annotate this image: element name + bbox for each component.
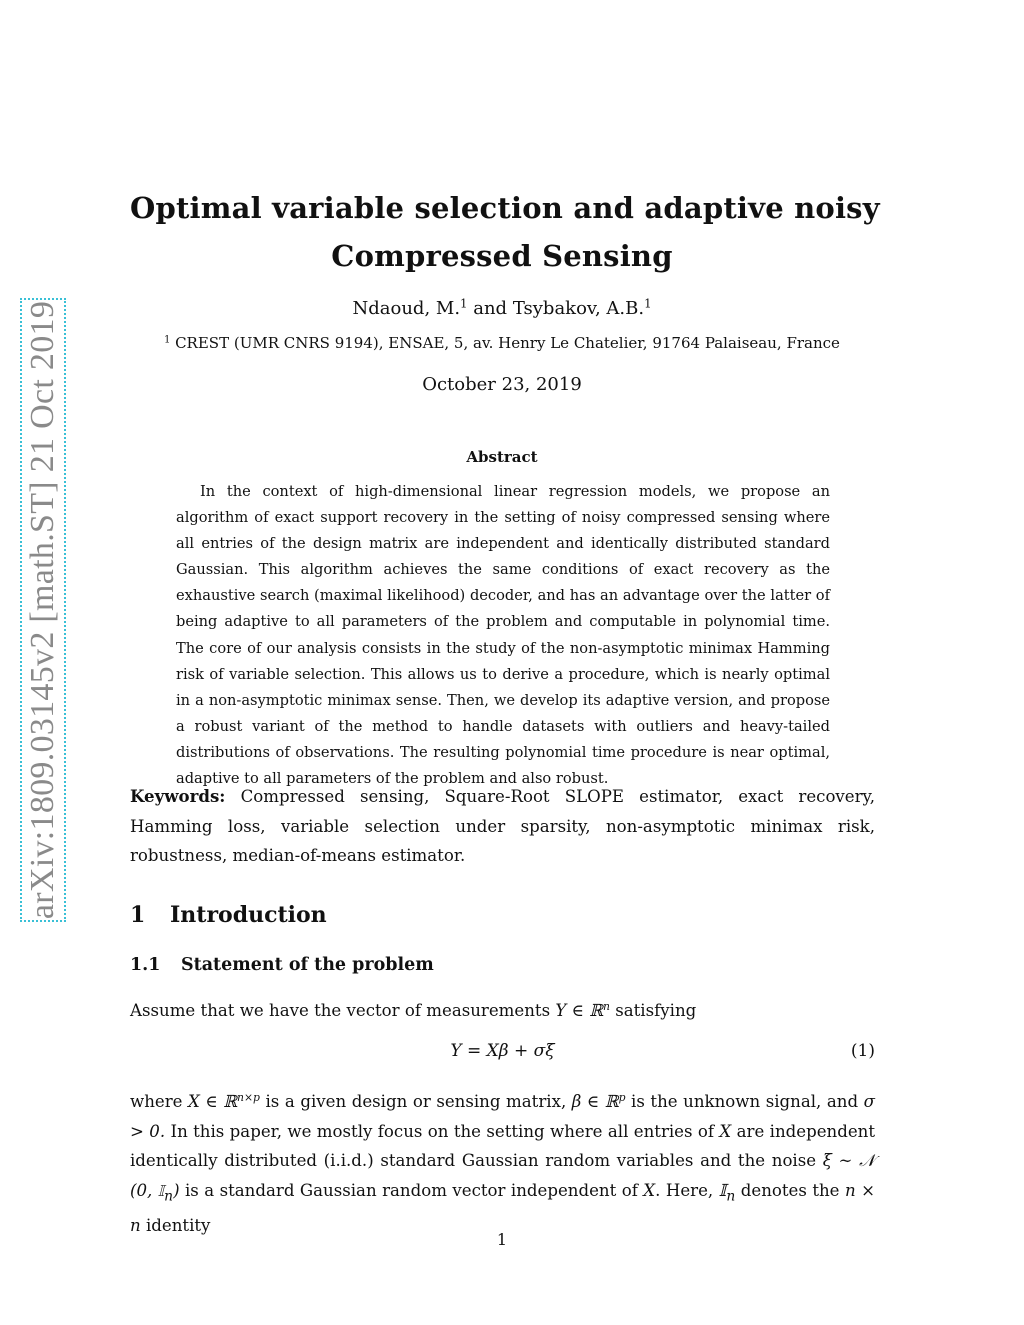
arxiv-stamp: [20, 298, 66, 922]
section-heading: [130, 902, 327, 928]
para2-math-2-sup: p: [618, 1091, 626, 1105]
equation-number: (1): [850, 1041, 875, 1061]
para2-math-8: n × n: [130, 1180, 875, 1236]
para2-math-7: 𝕀: [718, 1180, 727, 1200]
para1-text-2: satisfying: [615, 1001, 697, 1020]
para2-math-7-sub: n: [726, 1187, 736, 1204]
para2-text-7: . Here,: [655, 1180, 714, 1200]
subsection-title: Statement of the problem: [181, 955, 434, 975]
para2-text-1: where: [130, 1092, 183, 1111]
para2-math-5-sub: n: [164, 1187, 174, 1204]
para1-math-1: Y ∈ ℝ: [555, 1001, 603, 1020]
keywords: [130, 782, 875, 871]
abstract-text: In the context of high-dimensional linear regression models, we propose an algorithm of exact support recovery in the setting of noisy compressed sensing where all entries of the design matrix are independent and identically distributed standard Gaussian. This algorithm achieves the same conditions of exact recovery as the exhaustive search (maximal likelihood) decoder, and has an advantage over the latter of being adaptive to all parameters of the problem and computable in polynomial time. The core of our analysis consists in the study of the non-asymptotic minimax Hamming risk of variable selection. This allows us to derive a procedure, which is nearly optimal in a non-asymptotic minimax sense. Then, we develop its adaptive version, and propose a robust variant of the method to handle datasets with outliers and heavy-tailed distributions of observations. The resulting polynomial time procedure is near optimal, adaptive to all parameters of the problem and also robust.: [176, 483, 830, 788]
para2-text-8: denotes the: [740, 1180, 840, 1200]
author-2: Tsybakov, A.B.: [512, 298, 645, 319]
para2-math-2: β ∈ ℝ: [571, 1092, 619, 1111]
affiliation: [130, 334, 874, 352]
para2-math-4: X: [719, 1121, 732, 1141]
affiliation-mark: 1: [164, 334, 171, 346]
section-number: 1: [130, 902, 146, 928]
title-line-2: Compressed Sensing: [331, 239, 673, 273]
para2-math-5-end: ): [173, 1180, 180, 1200]
subsection-number: 1.1: [130, 955, 161, 975]
arxiv-stamp-text: arXiv:1809.03145v2 [math.ST] 21 Oct 2019: [24, 300, 61, 920]
paper-title: [130, 184, 880, 280]
para2-text-2: is a given design or sensing matrix,: [265, 1092, 567, 1111]
keywords-text: Compressed sensing, Square-Root SLOPE estimator, exact recovery, Hamming loss, variable selection under sparsity, non-asymptotic minimax risk, robustness, median-of-means estimator.: [130, 787, 876, 865]
para2-text-3: is the unknown signal, and: [631, 1092, 859, 1111]
author-2-mark: 1: [644, 296, 652, 311]
para2-text-4: In this paper, we mostly focus on the setting where all entries of: [170, 1121, 715, 1141]
authors: [130, 298, 874, 319]
para2-math-5: ξ ∼ 𝒩 (0, 𝕀: [130, 1151, 875, 1200]
para2-text-6: is a standard Gaussian random vector independent of: [185, 1180, 638, 1200]
author-1: Ndaoud, M.: [352, 298, 461, 319]
para2-text-9: identity: [145, 1216, 211, 1236]
paragraph-setting: [130, 1087, 875, 1241]
author-conjunction: and: [473, 298, 508, 319]
equation-body: Y = Xβ + σξ: [450, 1041, 555, 1061]
para1-text-1: Assume that we have the vector of measurements: [130, 1001, 551, 1020]
para2-math-1-sup: n×p: [237, 1091, 260, 1105]
abstract-heading: Abstract: [466, 448, 538, 466]
para2-math-3: σ > 0.: [130, 1092, 875, 1141]
para2-text-5: are independent identically distributed (i.i.d.) standard Gaussian random variables and the noise: [130, 1121, 876, 1170]
subsection-heading: [130, 955, 434, 975]
page-number: 1: [496, 1230, 508, 1249]
para1-math-1-sup: n: [602, 1000, 610, 1014]
para2-math-1: X ∈ ℝ: [188, 1092, 238, 1111]
author-1-mark: 1: [460, 296, 468, 311]
paper-date: October 23, 2019: [422, 374, 582, 395]
equation-1: [130, 1041, 875, 1061]
section-title: Introduction: [170, 902, 327, 928]
para2-math-6: X: [643, 1180, 656, 1200]
paragraph-measurements: [130, 996, 875, 1026]
title-line-1: Optimal variable selection and adaptive noisy: [130, 191, 880, 225]
affiliation-text: CREST (UMR CNRS 9194), ENSAE, 5, av. Henry Le Chatelier, 91764 Palaiseau, France: [175, 334, 840, 352]
keywords-label: Keywords:: [130, 786, 226, 806]
